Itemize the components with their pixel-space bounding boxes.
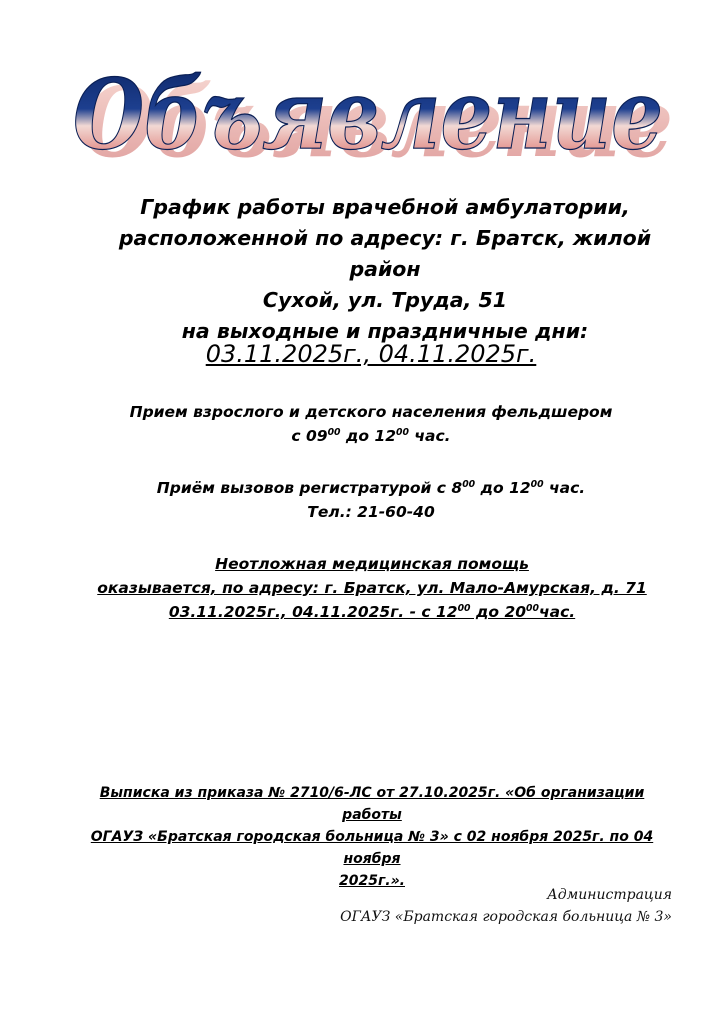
heading-line-4: на выходные и праздничные дни: [181, 319, 589, 343]
announcement-title-wordart [62, 58, 682, 178]
emergency-care [70, 552, 674, 624]
extract-line-3: 2025г.». [338, 873, 405, 889]
holiday-dates [0, 340, 724, 368]
heading-line-1: График работы врачебной амбулатории, [140, 195, 630, 219]
reception-hours-from: с 09 [291, 427, 328, 445]
order-extract [76, 782, 668, 892]
reception-line-1: Прием взрослого и детского населения фельдшером [129, 403, 613, 421]
reception-hours-unit: час. [409, 427, 451, 445]
emergency-hours [70, 600, 674, 624]
call-registry [0, 476, 724, 524]
emergency-line-2: оказывается, по адресу: г. Братск, ул. Мало-Амурская, д. 71 [97, 579, 647, 597]
calls-hours-to-minutes: 00 [530, 478, 544, 490]
extract-line-2: ОГАУЗ «Братская городская больница № 3» с 02 ноября 2025г. по 04 ноября [90, 829, 654, 867]
title-shadow: Объявление [83, 66, 673, 178]
heading-line-3: Сухой, ул. Труда, 51 [262, 288, 508, 312]
calls-hours-to: до 12 [475, 479, 531, 497]
calls-hours [0, 476, 724, 500]
reception-hours-from-minutes: 00 [327, 426, 341, 438]
emergency-hours-unit: час. [539, 603, 576, 621]
emergency-hours-to-minutes: 00 [526, 602, 539, 614]
reception-hours-to: до 12 [340, 427, 397, 445]
signature-block [340, 884, 672, 928]
heading-line-2: расположенной по адресу: г. Братск, жилой район [118, 226, 652, 281]
reception-hours [0, 424, 724, 448]
signature-line-1: Администрация [547, 887, 672, 903]
calls-hours-from: Приём вызовов регистратурой с 8 [156, 479, 463, 497]
emergency-hours-to: до 20 [470, 603, 527, 621]
schedule-heading [100, 192, 670, 347]
title-text: Объявление [73, 58, 663, 171]
reception-hours-to-minutes: 00 [396, 426, 409, 438]
emergency-hours-from-minutes: 00 [457, 602, 471, 614]
calls-phone: Тел.: 21-60-40 [307, 503, 435, 521]
paramedic-reception [0, 400, 724, 448]
extract-line-1: Выписка из приказа № 2710/6-ЛС от 27.10.2025г. «Об организации работы [99, 785, 645, 823]
calls-hours-unit: час. [543, 479, 586, 497]
emergency-line-1: Неотложная медицинская помощь [215, 555, 529, 573]
signature-line-2: ОГАУЗ «Братская городская больница № 3» [340, 909, 672, 925]
emergency-hours-from: 03.11.2025г., 04.11.2025г. - с 12 [168, 603, 458, 621]
holiday-dates-text: 03.11.2025г., 04.11.2025г. [205, 340, 537, 368]
calls-hours-from-minutes: 00 [462, 478, 476, 490]
